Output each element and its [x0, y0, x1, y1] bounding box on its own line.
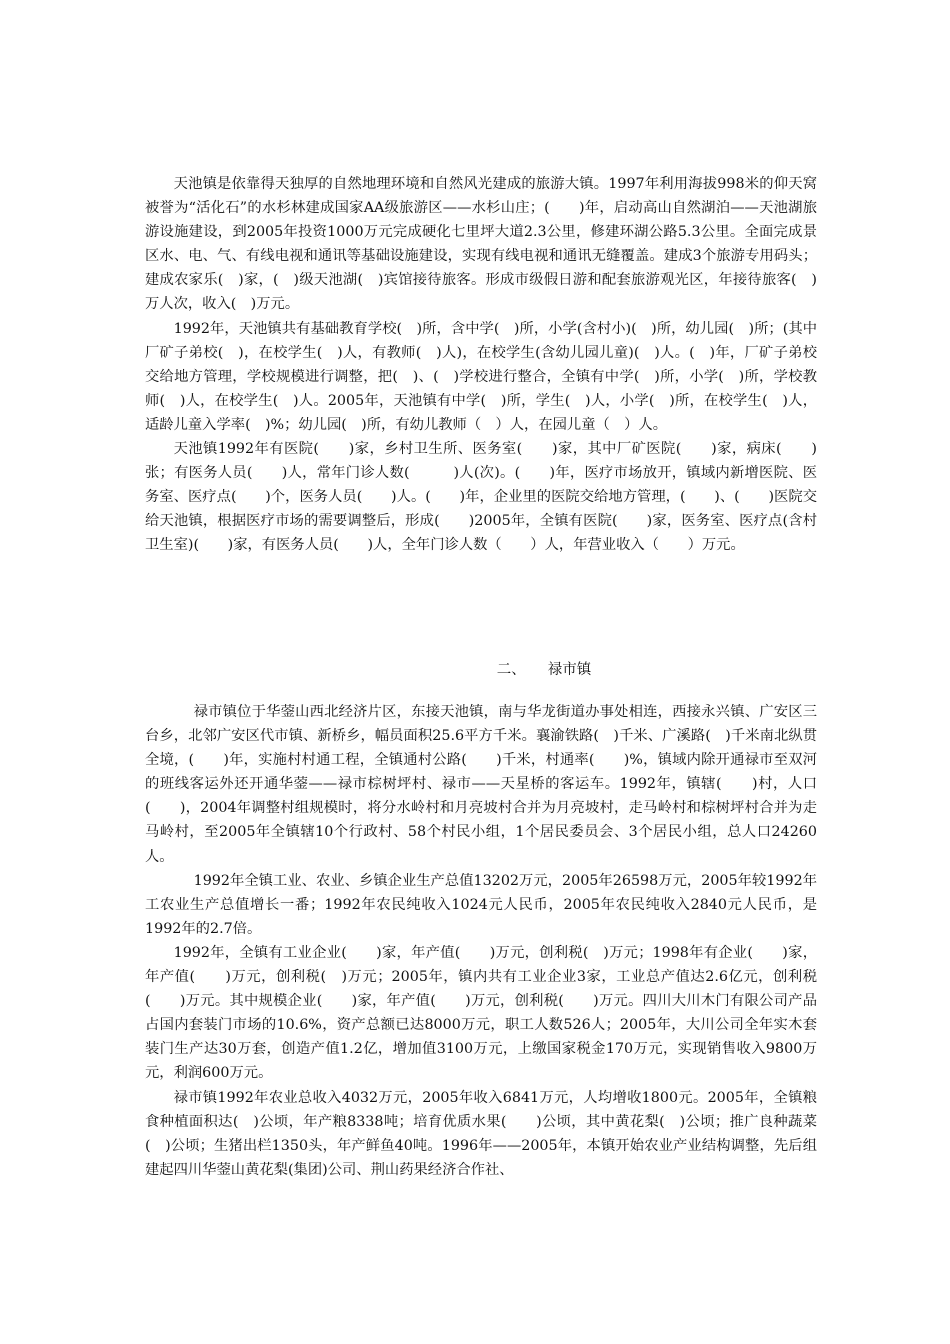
overview-paragraph: 禄市镇位于华蓥山西北经济片区，东接天池镇，南与华龙街道办事处相连，西接永兴镇、广安区三台乡，北邻广安区代市镇、新桥乡，幅员面积25.6平方千米。襄渝铁路( )千米、广溪路( )千米南北纵贯全境，( )年，实施村村通工程，全镇通村公路( )千米，村通率( )%，镇域内除开通禄市至双河的班线客运外还开通华蓥——禄市棕树坪村、禄市——天星桥的客运车。1992年，镇辖( )村，人口( )，2004年调整村组规模时，将分水岭村和月亮坡村合并为月亮坡村，走马岭村和棕树坪村合并为走马岭村，至2005年全镇辖10个行政村、58个村民小组，1个居民委员会、3个居民小组，总人口24260人。	[145, 704, 817, 865]
section-number: 二、	[496, 662, 526, 678]
section-title: 禄市镇	[547, 662, 592, 678]
lushi-section	[145, 700, 817, 1182]
tourism-paragraph: 天池镇是依靠得天独厚的自然地理环境和自然风光建成的旅游大镇。1997年利用海拔998米的仰天窝被誉为“活化石”的水杉林建成国家AA级旅游区——水杉山庄；( )年，启动高山自然湖泊——天池湖旅游设施建设，到2005年投资1000万元完成硬化七里坪大道2.3公里，修建环湖公路5.3公里。全面完成景区水、电、气、有线电视和通讯等基础设施建设，实现有线电视和通讯无缝覆盖。建成3个旅游专用码头；建成农家乐( )家，( )级天池湖( )宾馆接待旅客。形成市级假日游和配套旅游观光区，年接待旅客( )万人次，收入( )万元。	[145, 176, 817, 313]
education-paragraph: 1992年，天池镇共有基础教育学校( )所，含中学( )所，小学(含村小)( )所，幼儿园( )所；(其中厂矿子弟校( )，在校学生( )人，有教师( )人)，在校学生(含幼儿园儿童)( )人。( )年，厂矿子弟校交给地方管理，学校规模进行调整，把( )、( )学校进行整合，全镇有中学( )所，小学( )所，学校教师( )人，在校学生( )人。2005年，天池镇有中学( )所，学生( )人，小学( )所，在校学生( )人，适龄儿童入学率( )%；幼儿园( )所，有幼儿教师（ ）人，在园儿童（ ）人。	[145, 320, 817, 433]
output-paragraph: 1992年全镇工业、农业、乡镇企业生产总值13202万元，2005年26598万元，2005年较1992年工农业生产总值增长一番；1992年农民纯收入1024元人民币，2005年农民纯收入2840元人民币，是1992年的2.7倍。	[145, 872, 817, 937]
medical-paragraph: 天池镇1992年有医院( )家，乡村卫生所、医务室( )家，其中厂矿医院( )家，病床( )张；有医务人员( )人，常年门诊人数( )人(次)。( )年，医疗市场放开，镇域内新增医院、医务室、医疗点( )个，医务人员( )人。( )年，企业里的医院交给地方管理，( )、( )医院交给天池镇，根据医疗市场的需要调整后，形成( )2005年，全镇有医院( )家，医务室、医疗点(含村卫生室)( )家，有医务人员( )人，全年门诊人数（ ）人，年营业收入（ ）万元。	[145, 441, 817, 554]
section-heading	[0, 658, 950, 682]
industry-paragraph: 1992年，全镇有工业企业( )家，年产值( )万元，创利税( )万元；1998年有企业( )家，年产值( )万元，创利税( )万元；2005年，镇内共有工业企业3家，工业总产值达2.6亿元，创利税( )万元。其中规模企业( )家，年产值( )万元，创利税( )万元。四川大川木门有限公司产品占国内套装门市场的10.6%，资产总额已达8000万元，职工人数526人；2005年，大川公司全年实木套装门生产达30万套，创造产值1.2亿，增加值3100万元，上缴国家税金170万元，实现销售收入9800万元，利润600万元。	[145, 944, 817, 1082]
agriculture-paragraph: 禄市镇1992年农业总收入4032万元，2005年收入6841万元，人均增收1800元。2005年，全镇粮食种植面积达( )公顷，年产粮8338吨；培育优质水果( )公顷，其中黄花梨( )公顷；推广良种蔬菜( )公顷；生猪出栏1350头，年产鲜鱼40吨。1996年——2005年，本镇开始农业产业结构调整，先后组建起四川华蓥山黄花梨(集团)公司、荆山药果经济合作社、	[145, 1089, 817, 1178]
tianchi-section	[145, 172, 817, 558]
